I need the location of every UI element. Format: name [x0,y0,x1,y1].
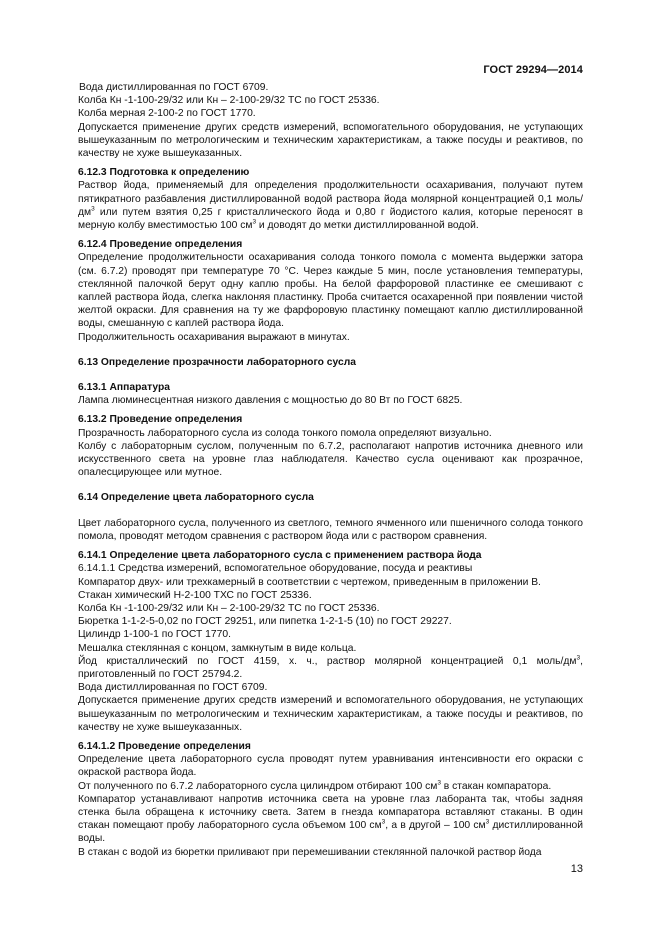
paragraph: Допускается применение других средств измерений и вспомогательного оборудования, не уступающих вышеуказанным по метрологическим и техническим характеристикам, а также посуды и реактивов, по качеству не хуже вышеуказанных. [78,695,583,733]
list-item: Йод кристаллический по ГОСТ 4159, х. ч., раствор молярной концентрацией 0,1 моль/$дм^3$, приготовленный по ГОСТ 25794.2. [78,654,583,680]
paragraph: Компаратор устанавливают напротив источника света на уровне глаз лаборанта так, чтобы задняя стенка была обращена к источнику света. Затем в гнезда компаратора вставляют стаканы. В один стакан помещают пробу лабораторного сусла объемом 100 $см^3$, а в другой – 100 $см^3$ дистиллированной воды. [78,793,583,845]
paragraph: Цвет лабораторного сусла, полученного из светлого, темного ячменного или пшеничного солода тонкого помола, проводят методом сравнения с раствором йода или с раствором сравнения. [78,517,583,542]
page-number: 13 [570,863,583,875]
paragraph: Допускается применение других средств измерений, вспомогательного оборудования, не уступающих вышеуказанным по метрологическим и техническим характеристикам, а также посуды и реактивов, по качеству не хуже вышеуказанных. [78,121,583,160]
list-item: Мешалка стеклянная с концом, замкнутым в виде кольца. [78,642,357,654]
paragraph: В стакан с водой из бюретки приливают при перемешивании стеклянной палочкой раствор йода [78,846,542,858]
section-heading: 6.12.3 Подготовка к определению [78,167,250,179]
paragraph: Продолжительность осахаривания выражают в минутах. [78,331,350,343]
paragraph: Лампа люминесцентная низкого давления с мощностью до 80 Вт по ГОСТ 6825. [78,395,463,407]
list-item: Колба Кн -1-100-29/32 или Кн – 2-100-29/32 ТС по ГОСТ 25336. [78,602,380,614]
paragraph: Раствор йода, применяемый для определения продолжительности осахаривания, получают путем пятикратного разбавления дистиллированной водой раствора йода молярной концентрацией 0,1 моль/$дм^3$ или путем взятия 0,25 г кристаллического йода и 0,80 г йодистого калия, которые переносят в мерную колбу вместимостью 100 $см^3$ и доводят до метки дистиллированной водой. [78,180,583,232]
section-heading: 6.13 Определение прозрачности лабораторного сусла [78,356,356,368]
section-heading: 6.13.1 Аппаратура [78,382,171,394]
paragraph: Определение цвета лабораторного сусла проводят путем уравнивания интенсивности его окраски с окраской раствора йода. [78,754,583,779]
paragraph: Прозрачность лабораторного сусла из солода тонкого помола определяют визуально. [78,427,492,439]
paragraph: Колбу с лабораторным суслом, полученным по 6.7.2, располагают напротив источника дневного или искусственного света на уровне глаз наблюдателя. Качество сусла оценивают как прозрачное, опалесцирующее или мутное. [78,440,583,479]
list-item: Цилиндр 1-100-1 по ГОСТ 1770. [78,629,231,641]
list-item: 6.14.1.1 Средства измерений, вспомогательное оборудование, посуда и реактивы [78,563,473,575]
document-header: ГОСТ 29294—2014 [483,64,583,76]
list-item: Бюретка 1-1-2-5-0,02 по ГОСТ 29251, или пипетка 1-2-1-5 (10) по ГОСТ 29227. [78,616,452,628]
list-item: Вода дистиллированная по ГОСТ 6709. [78,682,268,694]
list-item: Компаратор двух- или трехкамерный в соответствии с чертежом, приведенным в приложении В. [78,576,541,588]
paragraph: Определение продолжительности осахаривания солода тонкого помола с момента выдержки затора (см. 6.7.2) проводят при температуре 70 °С. Через каждые 5 мин, после установления температуры, стеклянной палочкой берут одну каплю пробы. На белой фарфоровой пластинке ее смешивают с каплей раствора йода, слегка наклоняя пластинку. Проба считается осахаренной при появлении чистой желтой окраски. Для сравнения на ту же фарфоровую пластинку помещают каплю дистиллированной воды, смешанную с каплей раствора йода. [78,252,583,330]
paragraph: Колба Кн -1-100-29/32 или Кн – 2-100-29/32 ТС по ГОСТ 25336. [78,95,380,107]
list-item: Стакан химический Н-2-100 ТХС по ГОСТ 25336. [78,589,312,601]
paragraph: Колба мерная 2-100-2 по ГОСТ 1770. [78,108,256,120]
paragraph: От полученного по 6.7.2 лабораторного сусла цилиндром отбирают 100 $см^3$ в стакан компаратора. [78,779,552,792]
document-body [78,81,583,859]
paragraph: Вода дистиллированная по ГОСТ 6709. [79,82,269,93]
section-heading: 6.14 Определение цвета лабораторного сусла [78,492,314,504]
section-heading: 6.14.1.2 Проведение определения [78,740,251,752]
section-heading: 6.14.1 Определение цвета лабораторного сусла с применением раствора йода [78,550,482,562]
section-heading: 6.13.2 Проведение определения [78,414,243,426]
section-heading: 6.12.4 Проведение определения [78,239,243,251]
